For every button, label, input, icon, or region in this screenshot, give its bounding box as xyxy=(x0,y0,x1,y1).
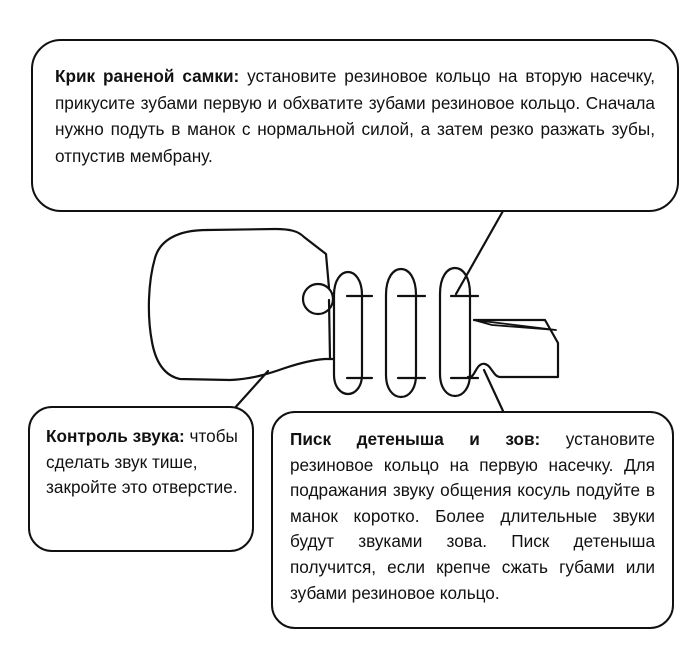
ring-third-notch xyxy=(440,268,470,396)
device-body-top-right xyxy=(207,229,329,288)
callout-fawn-squeak-lead-in: Писк детеныша и зов: xyxy=(290,429,541,449)
callout-wounded-female-body: установите резиновое кольцо на вторую насечку, прикусите зубами первую и обхватите зубами резиновое кольцо. Сначала нужно подуть в манок с нормальной силой, а затем резко разжать зубы, отпустив мембрану. xyxy=(55,66,655,166)
callout-fawn-squeak-body: установите резиновое кольцо на первую насечку. Для подражания звуку общения косуль подуйте в манок коротко. Более длительные звуки будут звуками зова. Писк детеныша получится, если крепче сжать губами или зубами резиновое кольцо. xyxy=(290,429,655,603)
callout-sound-control xyxy=(28,406,254,552)
membrane-slit xyxy=(474,320,556,330)
callout-sound-control-lead-in: Контроль звука: xyxy=(46,426,185,446)
sound-control-hole-icon xyxy=(303,284,333,314)
callout-wounded-female-text xyxy=(33,41,677,169)
callout-wounded-female xyxy=(31,39,679,212)
ring-first-notch xyxy=(334,272,362,394)
callout-fawn-squeak xyxy=(271,411,674,629)
leader-line-wounded-female xyxy=(456,211,503,294)
callout-fawn-squeak-text xyxy=(273,413,672,606)
callout-wounded-female-lead-in: Крик раненой самки: xyxy=(55,66,240,86)
callout-sound-control-body: чтобы сделать звук тише, закройте это отверстие. xyxy=(46,426,238,497)
device-body-outline xyxy=(149,230,334,380)
callout-sound-control-text xyxy=(30,408,252,501)
